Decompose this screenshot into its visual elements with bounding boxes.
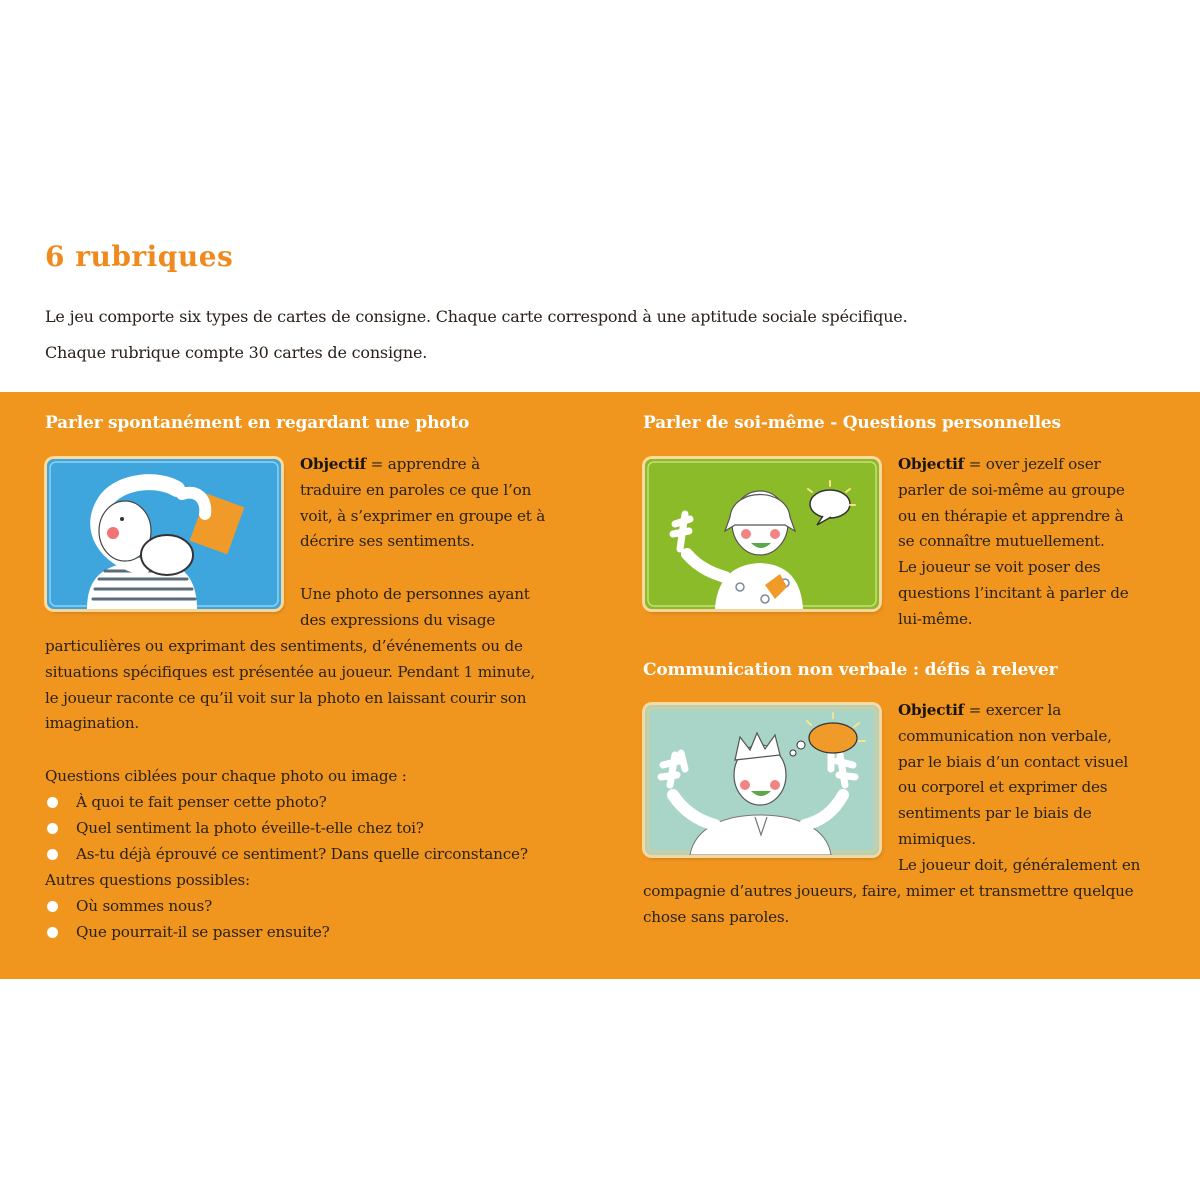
girl-waving-speech-bubble-icon xyxy=(645,459,879,609)
section-3-objectif: Objectif = exercer la communication non verbale, par le biais d’un contact visuel ou corporel et exprimer des sentiments par le biais de mimiques. Le joueur doit, généralement en xyxy=(898,701,1141,874)
list-item: Que pourrait-il se passer ensuite? xyxy=(45,919,330,945)
objectif-label: Objectif xyxy=(898,455,964,473)
section-1-body-b: particulières ou exprimant des sentiments, d’événements ou de situations spécifiques est présentée au joueur. Pendant 1 minute, le joueur raconte ce qu’il voit sur la photo en laissant courir son imagination. xyxy=(45,637,536,733)
section-1-objectif: Objectif = apprendre à traduire en paroles ce que l’on voit, à s’exprimer en groupe et à décrire ses sentiments. xyxy=(300,455,546,551)
boy-waving-thought-bubble-icon xyxy=(645,705,879,855)
page-title: 6 rubriques xyxy=(45,240,234,273)
list-item: À quoi te fait penser cette photo? xyxy=(45,789,528,815)
bullet-icon xyxy=(47,823,58,834)
list-item: As-tu déjà éprouvé ce sentiment? Dans quelle circonstance? xyxy=(45,841,528,867)
questions-label: Questions ciblées pour chaque photo ou image : xyxy=(45,767,407,785)
person-holding-photo-speech-bubble-icon xyxy=(47,459,281,609)
list-item: Où sommes nous? xyxy=(45,893,330,919)
bullet-icon xyxy=(47,849,58,860)
section-3-body: compagnie d’autres joueurs, faire, mimer et transmettre quelque chose sans paroles. xyxy=(643,882,1134,926)
bullet-icon xyxy=(47,927,58,938)
card-2-illustration xyxy=(645,459,879,609)
section-1-title: Parler spontanément en regardant une photo xyxy=(45,413,470,433)
objectif-label: Objectif xyxy=(300,455,366,473)
section-3-title: Communication non verbale : défis à relever xyxy=(643,660,1058,680)
section-2-objectif: Objectif = over jezelf oser parler de soi-même au groupe ou en thérapie et apprendre à se connaître mutuellement. Le joueur se voit poser des questions l’incitant à parler de lui-même. xyxy=(898,455,1129,628)
card-1-illustration xyxy=(47,459,281,609)
other-questions-label: Autres questions possibles: xyxy=(45,871,250,889)
objectif-label: Objectif xyxy=(898,701,964,719)
intro-line-2: Chaque rubrique compte 30 cartes de consigne. xyxy=(45,343,428,362)
bullet-icon xyxy=(47,797,58,808)
section-2-title: Parler de soi-même - Questions personnelles xyxy=(643,413,1061,433)
bullet-icon xyxy=(47,901,58,912)
questions-list xyxy=(45,789,528,867)
intro-line-1: Le jeu comporte six types de cartes de consigne. Chaque carte correspond à une aptitude sociale spécifique. xyxy=(45,307,908,326)
section-1-body-a: Une photo de personnes ayant des expressions du visage xyxy=(300,585,530,629)
other-questions-list xyxy=(45,893,330,945)
list-item: Quel sentiment la photo éveille-t-elle chez toi? xyxy=(45,815,528,841)
card-3-illustration xyxy=(645,705,879,855)
